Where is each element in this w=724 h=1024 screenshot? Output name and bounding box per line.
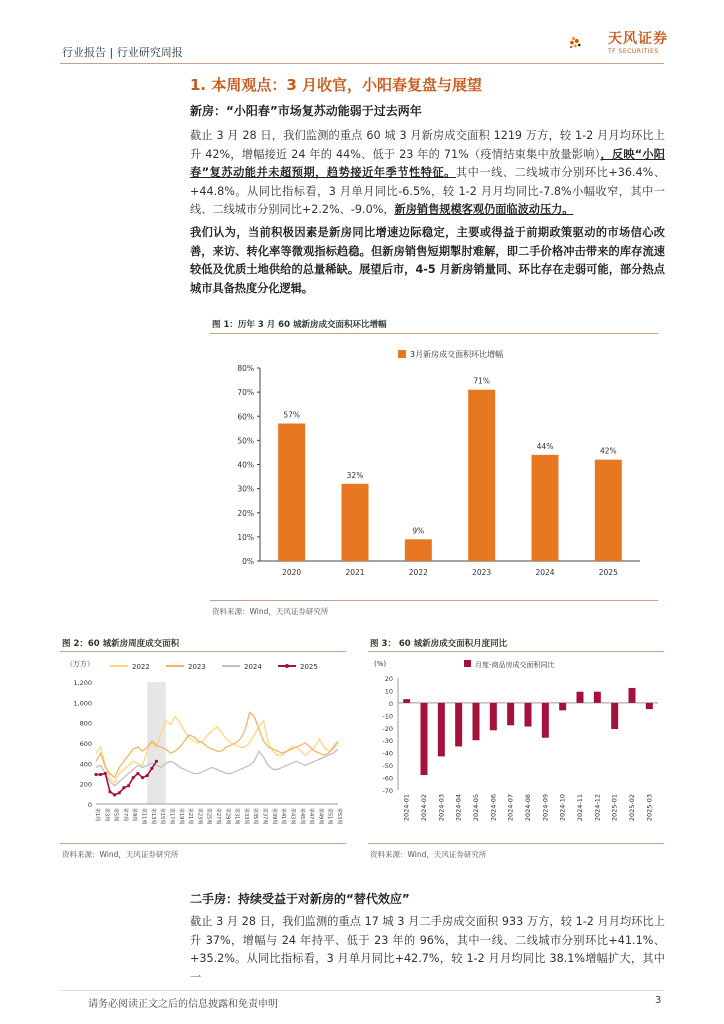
legend-label: 2024 <box>244 663 262 671</box>
series-point <box>132 776 135 779</box>
legend-label: 2025 <box>300 663 318 671</box>
bar <box>629 688 636 703</box>
logo-icon <box>568 24 608 62</box>
y-tick-label: 800 <box>79 719 92 728</box>
bar <box>525 703 532 727</box>
x-tick-label: 2025 <box>598 568 618 577</box>
y-tick-label: 60% <box>237 412 254 422</box>
data-label: 42% <box>599 446 617 456</box>
bar <box>455 703 462 747</box>
x-tick-label: 2024-02 <box>420 794 428 822</box>
x-tick-label: 2024-09 <box>541 794 550 822</box>
y-tick-label: 1,200 <box>73 679 92 687</box>
x-tick-label: 第43周 <box>289 808 296 825</box>
y-tick-label: -50 <box>382 762 393 771</box>
x-tick-label: 第25周 <box>205 808 212 825</box>
x-tick-label: 2024-03 <box>437 794 446 822</box>
chart-weekly-area <box>60 654 346 840</box>
figure2-top-line <box>60 651 346 652</box>
x-tick-label: 第33周 <box>242 808 249 825</box>
bar <box>403 699 410 703</box>
data-label: 32% <box>346 470 364 480</box>
figure1-caption: 图 1：历年 3 月 60 城新房成交面积环比增幅 <box>212 320 387 330</box>
figure3-top-line <box>368 651 664 652</box>
y-tick-label: 600 <box>79 740 92 748</box>
x-tick-label: 第27周 <box>215 808 221 825</box>
data-label: 71% <box>473 376 491 386</box>
y-tick-label: 0 <box>87 801 92 809</box>
header-breadcrumb: 行业报告 | 行业研究周报 <box>62 46 183 59</box>
bar <box>421 703 428 775</box>
paragraph-outlook: 我们认为，当前积极因素是新房同比增速边际稳定，主要或得益于前期政策驱动的市场信心改善，来访、转化率等微观指标趋稳。但新房销售短期掣肘难解，即二手价格冲击带来的库存流速较低及优质土地供给的总量稀缺。展望后市，4-5 月新房销量同、环比存在走弱可能，部分热点城市具备热度分化逻辑。 <box>190 226 665 295</box>
footer-disclaimer: 请务必阅读正文之后的信息披露和免责申明 <box>88 999 278 1010</box>
x-tick-label: 第1周 <box>94 808 100 822</box>
bar <box>342 484 369 561</box>
series-point <box>155 760 158 763</box>
x-tick-label: 第3周 <box>103 808 110 822</box>
legend-label: 月度-商品房成交面积同比 <box>475 661 555 669</box>
x-tick-label: 第37周 <box>261 808 268 825</box>
y-tick-label: -70 <box>382 787 393 795</box>
figure1-top-line <box>210 333 658 334</box>
bar <box>405 539 432 561</box>
bar <box>490 703 497 730</box>
y-tick-label: 20% <box>237 508 254 518</box>
figure2-caption: 图 2：60 城新房周度成交面积 <box>62 639 180 649</box>
data-label: 9% <box>412 526 425 536</box>
x-tick-label: 第17周 <box>168 808 175 825</box>
y-tick-label: -10 <box>382 712 393 721</box>
series-point <box>99 773 102 776</box>
x-tick-label: 第23周 <box>196 808 203 825</box>
x-tick-label: 第45周 <box>298 808 305 825</box>
series-point <box>94 773 97 776</box>
figure2-source: 资料来源：Wind，天风证券研究所 <box>62 850 179 859</box>
bar <box>577 692 584 703</box>
bar <box>646 703 653 709</box>
series-point <box>127 784 130 787</box>
x-tick-label: 2025-03 <box>645 794 654 822</box>
y-tick-label: 70% <box>237 388 254 398</box>
bar <box>595 460 622 561</box>
bar <box>438 703 445 757</box>
series-point <box>146 774 149 777</box>
y-tick-label: -20 <box>382 724 393 733</box>
legend-swatch <box>464 660 471 667</box>
page-number: 3 <box>655 995 662 1006</box>
bar <box>559 703 566 710</box>
logo-subtext: TF SECURITIES <box>608 48 659 55</box>
y-tick-label: 80% <box>237 364 254 373</box>
x-tick-label: 2020 <box>282 568 302 577</box>
section-subtitle: 新房：“小阳春”市场复苏动能弱于过去两年 <box>190 104 422 118</box>
y-tick-label: 50% <box>237 436 254 446</box>
para-emphasis: ，反映“小阳春”复苏动能并未超预期，趋势接近年季节性特征。 <box>190 147 665 179</box>
series-point <box>136 772 139 775</box>
y-tick-label: 200 <box>79 780 92 789</box>
data-label: 44% <box>536 441 554 451</box>
bar <box>532 455 559 561</box>
bar <box>468 390 495 561</box>
bar <box>278 423 305 561</box>
unit-label: （万方） <box>66 660 94 668</box>
y-tick-label: 10 <box>384 687 393 696</box>
bar <box>611 703 618 729</box>
x-tick-label: 第11周 <box>140 808 147 825</box>
x-tick-label: 第31周 <box>233 808 240 825</box>
para-emphasis: 新房销售规模客观仍面临波动压力。 <box>394 203 574 216</box>
figure1-source: 资料来源：Wind，天风证券研究所 <box>212 607 329 616</box>
bar <box>507 703 514 725</box>
bar <box>473 703 480 740</box>
y-tick-label: 1,000 <box>73 699 92 708</box>
x-tick-label: 2024-06 <box>489 794 498 822</box>
x-tick-label: 2024-11 <box>576 794 584 822</box>
para-text: 其中一线、二线城市分别环比+36.4%、+44.8%。从同比指标看，3 月单月同比-6.5%，较 1-2 月月均同比-7.8%小幅收窄，其中一线、二线城市分别同比+2.2%、-9.0%， <box>190 166 666 216</box>
series-point <box>113 793 116 796</box>
paragraph-second-hand: 截止 3 月 28 日，我们监测的重点 17 城 3 月二手房成交面积 933 万方，较 1-2 月月均环比上升 37%，增幅与 24 年持平、低于 23 年的 96%，其中一线、二线城市分别环比+41.1%、+35.2%。从同比指标看，3 月单月同比+42.7%，较 1-2 月月均同比 38.1%增幅扩大，其中一 <box>190 915 665 984</box>
x-tick-label: 第35周 <box>252 808 259 825</box>
y-tick-label: 400 <box>79 760 92 769</box>
legend-label: 3月新房成交面积环比增幅 <box>410 350 504 359</box>
x-tick-label: 第41周 <box>280 808 287 825</box>
y-tick-label: -40 <box>382 749 393 758</box>
series-line-2023 <box>96 713 338 778</box>
x-tick-label: 2025-02 <box>628 794 636 822</box>
chart-march-mom <box>210 336 658 598</box>
y-tick-label: 0 <box>388 699 393 708</box>
x-tick-label: 2025-01 <box>610 794 619 822</box>
series-point <box>150 767 153 770</box>
y-tick-label: 10% <box>237 532 254 542</box>
header-divider <box>60 63 664 64</box>
chart-monthly-yoy <box>368 654 664 840</box>
x-tick-label: 2024-05 <box>472 794 480 822</box>
x-tick-label: 第19周 <box>177 808 184 825</box>
y-tick-label: 0% <box>242 557 254 566</box>
x-tick-label: 第51周 <box>326 808 333 825</box>
figure3-caption: 图 3： 60 城新房成交面积月度同比 <box>370 639 508 649</box>
figure1-bottom-line <box>210 600 658 601</box>
x-tick-label: 第5周 <box>112 808 119 822</box>
y-tick-label: 30% <box>237 484 254 494</box>
y-tick-label: 40% <box>237 460 254 470</box>
legend-marker <box>285 664 289 668</box>
x-tick-label: 2024-12 <box>593 794 602 822</box>
legend-swatch <box>398 350 406 358</box>
x-tick-label: 第29周 <box>224 808 231 825</box>
series-point <box>141 776 144 779</box>
para-text: 截止 3 月 28 日，我们监测的重点 60 城 3 月新房成交面积 1219 万方，较 1-2 月月均环比上升 42%，增幅接近 24 年的 44%、低于 23 年的 71%（疫情结束集中放量影响） <box>190 129 665 161</box>
logo-text: 天风证券 <box>608 31 668 47</box>
x-tick-label: 第7周 <box>121 808 128 822</box>
paragraph-new-home <box>190 127 665 220</box>
x-tick-label: 第15周 <box>159 808 166 825</box>
legend-label: 2022 <box>132 663 150 671</box>
section-title: 1. 本周观点：3 月收官，小阳春复盘与展望 <box>190 76 483 94</box>
x-tick-label: 第13周 <box>149 808 156 825</box>
x-tick-label: 第9周 <box>131 808 138 822</box>
x-tick-label: 第39周 <box>270 808 277 825</box>
x-tick-label: 2023 <box>472 568 492 577</box>
series-point <box>122 786 125 789</box>
bar <box>542 703 549 738</box>
figure2-bottom-line <box>60 843 346 844</box>
x-tick-label: 2024-07 <box>506 794 515 822</box>
y-tick-label: -30 <box>382 737 393 746</box>
x-tick-label: 2024-01 <box>402 794 411 822</box>
x-tick-label: 2024-10 <box>558 794 567 822</box>
x-tick-label: 2021 <box>345 568 365 577</box>
figure3-source: 资料来源：Wind，天风证券研究所 <box>370 850 487 859</box>
series-point <box>118 791 121 794</box>
x-tick-label: 2024-04 <box>454 794 463 822</box>
y-tick-label: 20 <box>384 675 393 683</box>
figure3-bottom-line <box>368 843 664 844</box>
x-tick-label: 第21周 <box>187 808 194 825</box>
x-tick-label: 第49周 <box>317 808 324 825</box>
series-point <box>108 790 111 793</box>
unit-label: (%) <box>374 660 387 668</box>
x-tick-label: 第47周 <box>308 808 315 825</box>
section2-subtitle: 二手房：持续受益于对新房的“替代效应” <box>190 892 410 906</box>
bar <box>594 692 601 703</box>
x-tick-label: 2024 <box>535 568 555 577</box>
x-tick-label: 第53周 <box>336 808 342 825</box>
legend-label: 2023 <box>188 663 206 671</box>
series-point <box>104 772 107 775</box>
y-tick-label: -60 <box>382 774 393 783</box>
data-label: 57% <box>283 410 301 420</box>
x-tick-label: 2022 <box>408 568 428 577</box>
footer-divider <box>60 990 664 991</box>
x-tick-label: 2024-08 <box>524 794 532 822</box>
